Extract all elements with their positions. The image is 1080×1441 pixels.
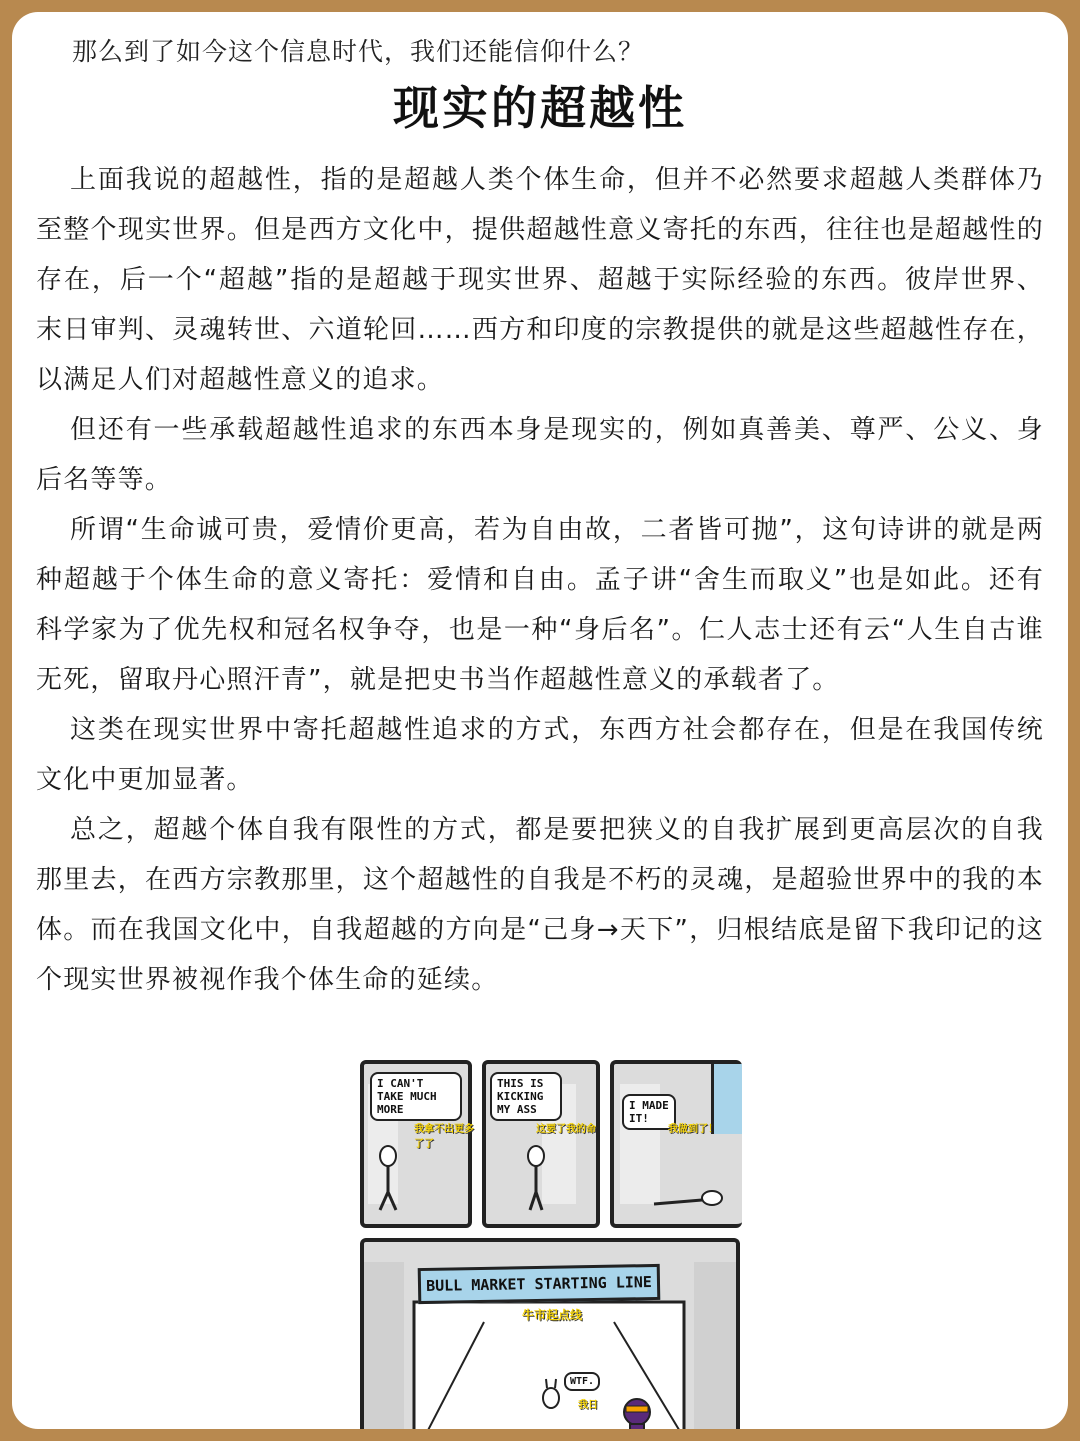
speech-bubble: I MADE IT! — [622, 1094, 676, 1130]
paragraph: 上面我说的超越性，指的是超越人类个体生命，但并不必然要求超越人类群体乃至整个现实世界。但是西方文化中，提供超越性意义寄托的东西，往往也是超越性的存在，后一个“超越”指的是超越于现实世界、超越于实际经验的东西。彼岸世界、末日审判、灵魂转世、六道轮回……西方和印度的宗教提供的就是这些超越性存在，以满足人们对超越性意义的追求。 — [36, 165, 1044, 395]
article-body — [36, 155, 1044, 1005]
paragraph: 所谓“生命诚可贵，爱情价更高，若为自由故，二者皆可抛”，这句诗讲的就是两种超越于个体生命的意义寄托：爱情和自由。孟子讲“舍生而取义”也是如此。还有科学家为了优先权和冠名权争夺，也是一种“身后名”。仁人志士还有云“人生自古谁无死，留取丹心照汗青”，就是把史书当作超越性意义的承载者了。 — [36, 515, 1044, 695]
speech-bubble: THIS IS KICKING MY ASS — [490, 1072, 562, 1121]
caption-cn: 我日 — [578, 1400, 598, 1411]
bear-figure-icon — [620, 1396, 654, 1429]
stick-figure-icon — [374, 1144, 404, 1214]
paragraph: 但还有一些承载超越性追求的东西本身是现实的，例如真善美、尊严、公义、身后名等等。 — [36, 415, 1044, 495]
comic-panel-3 — [610, 1060, 742, 1228]
paragraph: 总之，超越个体自我有限性的方式，都是要把狭义的自我扩展到更高层次的自我那里去，在西方宗教那里，这个超越性的自我是不朽的灵魂，是超验世界中的我的本体。而在我国文化中，自我超越的方向是“己身→天下”，归根结底是留下我印记的这个现实世界被视作我个体生命的延续。 — [36, 815, 1044, 995]
comic-illustration — [356, 1056, 746, 1429]
rabbit-figure-icon — [540, 1378, 562, 1410]
caption-cn: 这要了我的命 — [536, 1124, 596, 1135]
intro-line: 那么到了如今这个信息时代，我们还能信仰什么？ — [72, 37, 645, 66]
bull-market-sign: BULL MARKET STARTING LINE — [418, 1264, 661, 1304]
paragraph: 这类在现实世界中寄托超越性追求的方式，东西方社会都存在，但是在我国传统文化中更加显著。 — [36, 715, 1044, 795]
comic-panel-2 — [482, 1060, 600, 1228]
page-title: 现实的超越性 — [393, 81, 687, 135]
speech-bubble: I CAN'T TAKE MUCH MORE — [370, 1072, 462, 1121]
speech-bubble: WTF. — [564, 1372, 600, 1391]
comic-panel-1 — [360, 1060, 472, 1228]
stick-figure-icon — [522, 1144, 552, 1214]
caption-cn: 我拿不出更多了了 — [414, 1124, 474, 1150]
caption-cn: 我做到了！ — [668, 1124, 718, 1135]
sign-caption-cn: 牛市起点线 — [522, 1308, 583, 1322]
article-card — [12, 12, 1068, 1429]
fallen-figure-icon — [650, 1188, 730, 1212]
